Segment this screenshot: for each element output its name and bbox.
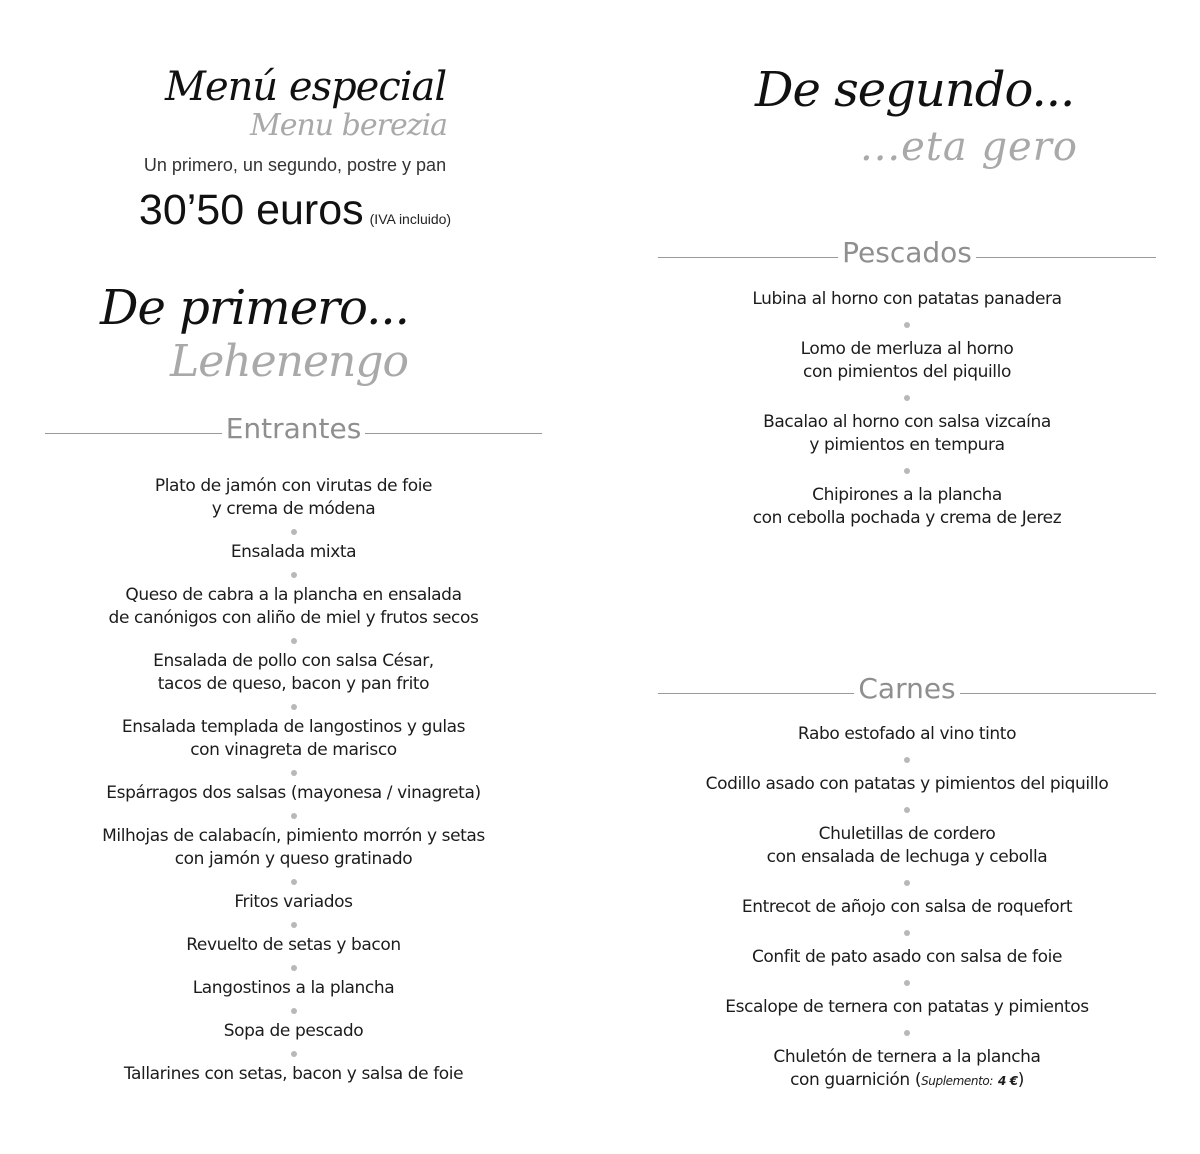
dish-text: Ensalada de pollo con salsa César, — [153, 651, 434, 671]
dish-item — [45, 977, 542, 1020]
supplement-open: ( — [914, 1070, 922, 1090]
dish-text: con jamón y queso gratinado — [174, 849, 413, 869]
supplement-amount: 4 € — [998, 1074, 1018, 1088]
entrantes-list — [45, 475, 542, 1106]
dish-text-main: con guarnición — [790, 1070, 910, 1090]
dish-text: con pimientos del piquillo — [803, 362, 1011, 382]
price-note: (IVA incluido) — [369, 211, 452, 227]
dish-text: Confit de pato asado con salsa de foie — [751, 947, 1063, 967]
dish-text: Entrecot de añojo con salsa de roquefort — [741, 897, 1073, 917]
dish-text: Chuletillas de cordero — [818, 824, 996, 844]
dish-item — [45, 541, 542, 584]
dish-item — [45, 1063, 542, 1106]
divider — [365, 433, 542, 434]
dish-item — [658, 288, 1156, 338]
dish-text: Ensalada mixta — [230, 542, 357, 562]
dish-text: Milhojas de calabacín, pimiento morrón y setas — [102, 826, 485, 846]
dish-item — [45, 934, 542, 977]
dish-item — [658, 773, 1156, 823]
supplement-close: ) — [1017, 1070, 1024, 1090]
carnes-heading — [658, 672, 1156, 705]
dish-item — [45, 475, 542, 541]
divider — [976, 257, 1156, 258]
dish-item — [658, 338, 1156, 411]
dish-text: Bacalao al horno con salsa vizcaína — [763, 412, 1051, 432]
menu-subtitle: Menu berezia — [250, 108, 447, 143]
price-line — [60, 186, 530, 235]
pescados-list — [658, 288, 1156, 557]
supplement-label: Suplemento: — [921, 1074, 993, 1088]
dish-text: Rabo estofado al vino tinto — [797, 724, 1017, 744]
supplement-note — [915, 1070, 1024, 1090]
divider — [960, 693, 1156, 694]
dish-text — [658, 1069, 1156, 1093]
dish-item — [658, 411, 1156, 484]
dish-text: de canónigos con aliño de miel y frutos secos — [108, 608, 479, 628]
dish-text: Lubina al horno con patatas panadera — [752, 289, 1062, 309]
dish-item — [658, 484, 1156, 557]
dish-text: Tallarines con setas, bacon y salsa de foie — [123, 1064, 464, 1084]
dish-item — [658, 823, 1156, 896]
divider — [45, 433, 222, 434]
dish-text: Escalope de ternera con patatas y pimientos — [725, 997, 1089, 1017]
dish-text: y pimientos en tempura — [809, 435, 1005, 455]
dish-item — [45, 782, 542, 825]
primero-subtitle: Lehenengo — [170, 336, 409, 387]
dish-item — [658, 1046, 1156, 1120]
dish-text: Fritos variados — [234, 892, 353, 912]
section-label: Pescados — [842, 236, 972, 269]
dish-item — [45, 584, 542, 650]
dish-text: tacos de queso, bacon y pan frito — [157, 674, 430, 694]
menu-price: 30’50 euros — [138, 186, 364, 234]
dish-item — [45, 825, 542, 891]
entrantes-heading — [45, 412, 542, 445]
dish-text: con vinagreta de marisco — [190, 740, 397, 760]
carnes-list — [658, 723, 1156, 1120]
dish-item — [658, 723, 1156, 773]
section-label: Entrantes — [225, 412, 362, 445]
divider — [658, 257, 838, 258]
dish-text: Espárragos dos salsas (mayonesa / vinagreta) — [106, 783, 481, 803]
menu-description: Un primero, un segundo, postre y pan — [143, 155, 447, 175]
dish-text: Queso de cabra a la plancha en ensalada — [125, 585, 462, 605]
dish-item — [45, 650, 542, 716]
dish-text: con cebolla pochada y crema de Jerez — [752, 508, 1062, 528]
dish-item — [45, 1020, 542, 1063]
segundo-subtitle: ...eta gero — [860, 124, 1078, 170]
dish-text: y crema de módena — [211, 499, 376, 519]
dish-item — [45, 891, 542, 934]
pescados-heading — [658, 236, 1156, 269]
dish-text: Chuletón de ternera a la plancha — [773, 1047, 1041, 1067]
dish-text: Plato de jamón con virutas de foie — [154, 476, 433, 496]
dish-item — [658, 896, 1156, 946]
dish-text: Lomo de merluza al horno — [800, 339, 1014, 359]
dish-text: Sopa de pescado — [223, 1021, 364, 1041]
dish-item — [658, 946, 1156, 996]
dish-text: Codillo asado con patatas y pimientos del piquillo — [705, 774, 1109, 794]
dish-text: Chipirones a la plancha — [812, 485, 1002, 505]
dish-item — [658, 996, 1156, 1046]
divider — [658, 693, 854, 694]
menu-title: Menú especial — [165, 64, 447, 110]
dish-text: Langostinos a la plancha — [192, 978, 395, 998]
dish-text: Revuelto de setas y bacon — [186, 935, 401, 955]
dish-text: con ensalada de lechuga y cebolla — [766, 847, 1048, 867]
dish-text: Ensalada templada de langostinos y gulas — [121, 717, 466, 737]
dish-item — [45, 716, 542, 782]
segundo-title: De segundo... — [755, 62, 1075, 118]
primero-title: De primero... — [100, 280, 409, 336]
section-label: Carnes — [858, 672, 956, 705]
